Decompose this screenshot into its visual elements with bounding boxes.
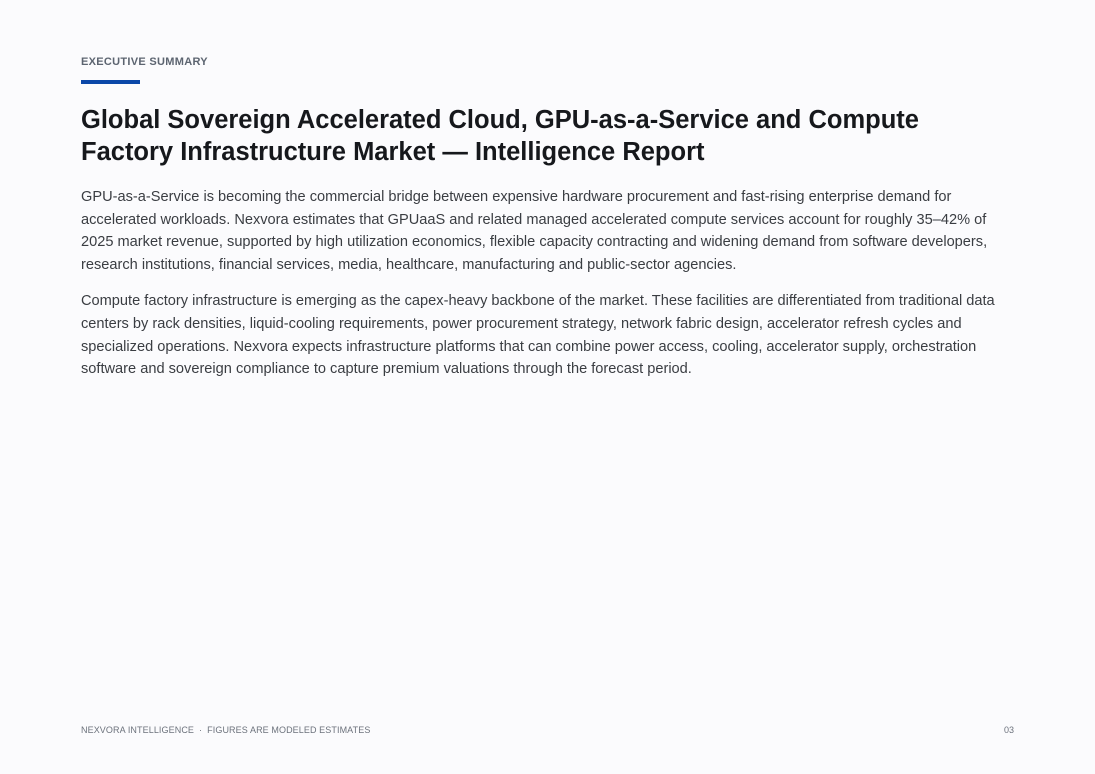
summary-body <box>81 186 1015 395</box>
page-number: 03 <box>1003 725 1014 735</box>
summary-paragraph-2: Compute factory infrastructure is emerging as the capex-heavy backbone of the market. These facilities are differentiated from traditional data centers by rack densities, liquid-cooling requirements, power procurement strategy, network fabric design, accelerator refresh cycles and specialized operations. Nexvora expects infrastructure platforms that can combine power access, cooling, accelerator supply, orchestration software and sovereign compliance to capture premium valuations through the forecast period. <box>81 293 995 378</box>
section-label: EXECUTIVE SUMMARY <box>81 56 208 68</box>
footer-brand: NEXVORA INTELLIGENCE <box>81 725 195 735</box>
footer-separator: · <box>199 725 203 735</box>
footer-note: FIGURES ARE MODELED ESTIMATES <box>207 725 371 735</box>
page-title: Global Sovereign Accelerated Cloud, GPU-as-a-Service and Compute Factory Infrastructure Market — Intelligence Report <box>81 106 919 166</box>
footer-credits <box>81 725 370 735</box>
summary-paragraph-1: GPU-as-a-Service is becoming the commercial bridge between expensive hardware procurement and fast-rising enterprise demand for accelerated workloads. Nexvora estimates that GPUaaS and related managed accelerated compute services account for roughly 35–42% of 2025 market revenue, supported by high utilization economics, flexible capacity contracting and widening demand from software developers, research institutions, financial services, media, healthcare, manufacturing and public-sector agencies. <box>81 189 988 273</box>
report-page <box>81 0 1015 774</box>
accent-rule <box>81 80 140 84</box>
